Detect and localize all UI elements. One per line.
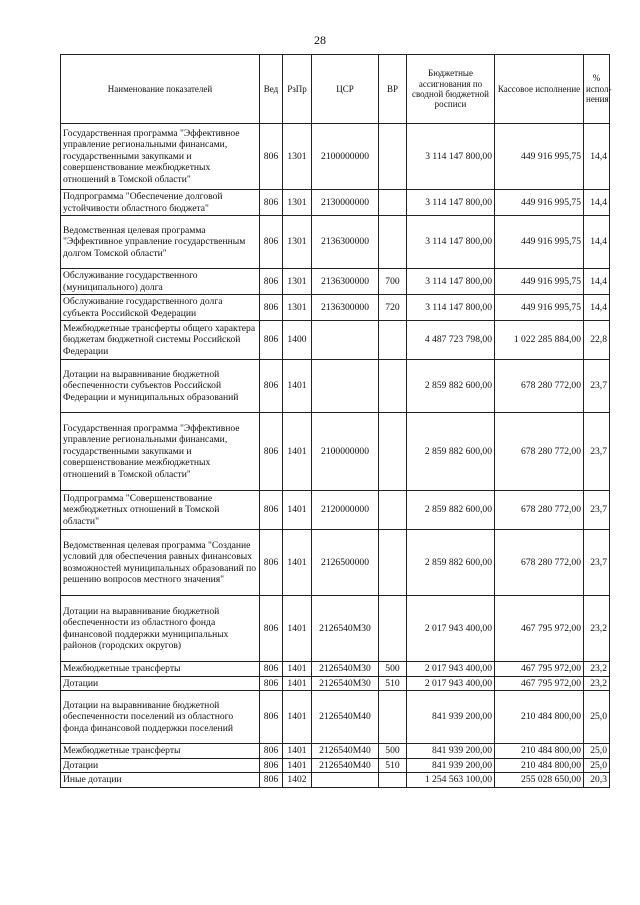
row-name-cell: Межбюджетные трансферты: [61, 662, 260, 677]
table-row: [61, 190, 610, 216]
row-ved-cell: 806: [260, 413, 283, 491]
table-row: [61, 530, 610, 596]
table-row: [61, 676, 610, 691]
row-vr-cell: 500: [379, 662, 407, 677]
header-vr: ВР: [379, 55, 407, 124]
row-csr-cell: 2126540М40: [312, 744, 379, 759]
row-percent-cell: 25,0: [584, 744, 610, 759]
table-row: [61, 744, 610, 759]
row-name-cell: Государственная программа "Эффективное управление региональными финансами, государственными закупками и совершенствование межбюджетных отношений в Томской области": [61, 413, 260, 491]
row-percent-cell: 14,4: [584, 269, 610, 295]
row-vr-cell: [379, 190, 407, 216]
header-assignments: Бюджетные ассигнования по сводной бюджетной росписи: [407, 55, 495, 124]
row-vr-cell: [379, 321, 407, 360]
table-row: [61, 758, 610, 773]
row-cash-cell: 210 484 800,00: [495, 744, 584, 759]
table-row: [61, 662, 610, 677]
row-cash-cell: 255 028 650,00: [495, 773, 584, 788]
row-name-cell: Дотации: [61, 676, 260, 691]
row-cash-cell: 467 795 972,00: [495, 676, 584, 691]
row-assignments-cell: 3 114 147 800,00: [407, 190, 495, 216]
row-name-cell: Дотации: [61, 758, 260, 773]
row-percent-cell: 25,0: [584, 691, 610, 744]
row-name-cell: Ведомственная целевая программа "Создание условий для обеспечения равных финансовых возможностей муниципальных образований по решению вопросов местного значения": [61, 530, 260, 596]
header-cash-execution: Кассовое исполнение: [495, 55, 584, 124]
row-vr-cell: 510: [379, 676, 407, 691]
row-cash-cell: 678 280 772,00: [495, 491, 584, 530]
row-percent-cell: 22,8: [584, 321, 610, 360]
header-csr: ЦСР: [312, 55, 379, 124]
row-ved-cell: 806: [260, 758, 283, 773]
row-vr-cell: [379, 773, 407, 788]
row-assignments-cell: 3 114 147 800,00: [407, 295, 495, 321]
row-assignments-cell: 1 254 563 100,00: [407, 773, 495, 788]
row-csr-cell: 2136300000: [312, 269, 379, 295]
row-cash-cell: 467 795 972,00: [495, 662, 584, 677]
row-rzpr-cell: 1301: [283, 216, 312, 269]
row-percent-cell: 14,4: [584, 190, 610, 216]
row-percent-cell: 14,4: [584, 295, 610, 321]
row-assignments-cell: 841 939 200,00: [407, 691, 495, 744]
table-row: [61, 124, 610, 190]
row-csr-cell: 2100000000: [312, 124, 379, 190]
row-percent-cell: 14,4: [584, 124, 610, 190]
row-percent-cell: 23,7: [584, 491, 610, 530]
row-rzpr-cell: 1401: [283, 676, 312, 691]
row-vr-cell: [379, 413, 407, 491]
row-csr-cell: 2100000000: [312, 413, 379, 491]
row-assignments-cell: 2 017 943 400,00: [407, 676, 495, 691]
page-number: 28: [314, 33, 326, 47]
row-rzpr-cell: 1401: [283, 530, 312, 596]
row-rzpr-cell: 1301: [283, 124, 312, 190]
row-rzpr-cell: 1401: [283, 491, 312, 530]
row-ved-cell: 806: [260, 530, 283, 596]
row-assignments-cell: 3 114 147 800,00: [407, 124, 495, 190]
row-csr-cell: 2126540М40: [312, 691, 379, 744]
row-ved-cell: 806: [260, 321, 283, 360]
row-assignments-cell: 2 859 882 600,00: [407, 413, 495, 491]
row-ved-cell: 806: [260, 744, 283, 759]
row-cash-cell: 449 916 995,75: [495, 124, 584, 190]
row-name-cell: Государственная программа "Эффективное управление региональными финансами, государственными закупками и совершенствование межбюджетных отношений в Томской области": [61, 124, 260, 190]
row-cash-cell: 1 022 285 884,00: [495, 321, 584, 360]
row-assignments-cell: 841 939 200,00: [407, 758, 495, 773]
table-row: [61, 773, 610, 788]
row-cash-cell: 449 916 995,75: [495, 269, 584, 295]
row-cash-cell: 210 484 800,00: [495, 758, 584, 773]
row-assignments-cell: 841 939 200,00: [407, 744, 495, 759]
row-name-cell: Межбюджетные трансферты: [61, 744, 260, 759]
row-rzpr-cell: 1401: [283, 360, 312, 413]
row-vr-cell: 720: [379, 295, 407, 321]
row-ved-cell: 806: [260, 216, 283, 269]
row-rzpr-cell: 1401: [283, 758, 312, 773]
row-percent-cell: 23,2: [584, 596, 610, 662]
row-cash-cell: 449 916 995,75: [495, 295, 584, 321]
row-ved-cell: 806: [260, 269, 283, 295]
row-csr-cell: 2136300000: [312, 295, 379, 321]
row-csr-cell: 2126540М30: [312, 662, 379, 677]
row-assignments-cell: 2 017 943 400,00: [407, 596, 495, 662]
row-rzpr-cell: 1301: [283, 269, 312, 295]
header-percent: % испол-нения: [584, 55, 610, 124]
row-csr-cell: 2130000000: [312, 190, 379, 216]
row-vr-cell: [379, 360, 407, 413]
row-vr-cell: 700: [379, 269, 407, 295]
row-ved-cell: 806: [260, 773, 283, 788]
row-cash-cell: 467 795 972,00: [495, 596, 584, 662]
row-rzpr-cell: 1301: [283, 190, 312, 216]
row-assignments-cell: 2 859 882 600,00: [407, 360, 495, 413]
row-csr-cell: 2126500000: [312, 530, 379, 596]
budget-execution-table: [60, 54, 610, 788]
row-vr-cell: [379, 216, 407, 269]
row-assignments-cell: 3 114 147 800,00: [407, 269, 495, 295]
row-percent-cell: 23,7: [584, 413, 610, 491]
header-rzpr: РзПр: [283, 55, 312, 124]
row-rzpr-cell: 1401: [283, 662, 312, 677]
row-ved-cell: 806: [260, 676, 283, 691]
row-csr-cell: 2126540М30: [312, 676, 379, 691]
row-csr-cell: 2136300000: [312, 216, 379, 269]
row-percent-cell: 23,2: [584, 662, 610, 677]
row-ved-cell: 806: [260, 491, 283, 530]
table-row: [61, 269, 610, 295]
row-percent-cell: 23,7: [584, 530, 610, 596]
row-ved-cell: 806: [260, 596, 283, 662]
row-cash-cell: 678 280 772,00: [495, 413, 584, 491]
table-row: [61, 491, 610, 530]
row-assignments-cell: 3 114 147 800,00: [407, 216, 495, 269]
row-name-cell: Подпрограмма "Совершенствование межбюджетных отношений в Томской области": [61, 491, 260, 530]
row-rzpr-cell: 1401: [283, 744, 312, 759]
row-cash-cell: 210 484 800,00: [495, 691, 584, 744]
row-vr-cell: [379, 491, 407, 530]
row-ved-cell: 806: [260, 295, 283, 321]
row-vr-cell: [379, 124, 407, 190]
row-ved-cell: 806: [260, 190, 283, 216]
row-name-cell: Обслуживание государственного (муниципального) долга: [61, 269, 260, 295]
row-name-cell: Межбюджетные трансферты общего характера бюджетам бюджетной системы Российской Федерации: [61, 321, 260, 360]
row-csr-cell: 2126540М40: [312, 758, 379, 773]
row-percent-cell: 20,3: [584, 773, 610, 788]
row-name-cell: Подпрограмма "Обеспечение долговой устойчивости областного бюджета": [61, 190, 260, 216]
row-rzpr-cell: 1400: [283, 321, 312, 360]
header-ved: Вед: [260, 55, 283, 124]
row-rzpr-cell: 1301: [283, 295, 312, 321]
row-ved-cell: 806: [260, 662, 283, 677]
table-header-row: [61, 55, 610, 124]
row-vr-cell: [379, 691, 407, 744]
table-row: [61, 360, 610, 413]
row-rzpr-cell: 1401: [283, 596, 312, 662]
row-name-cell: Ведомственная целевая программа "Эффективное управление государственным долгом Томской области": [61, 216, 260, 269]
row-csr-cell: [312, 360, 379, 413]
row-rzpr-cell: 1402: [283, 773, 312, 788]
table-row: [61, 413, 610, 491]
row-assignments-cell: 2 859 882 600,00: [407, 530, 495, 596]
row-percent-cell: 25,0: [584, 758, 610, 773]
row-assignments-cell: 2 017 943 400,00: [407, 662, 495, 677]
row-ved-cell: 806: [260, 360, 283, 413]
row-cash-cell: 449 916 995,75: [495, 216, 584, 269]
row-rzpr-cell: 1401: [283, 691, 312, 744]
row-cash-cell: 449 916 995,75: [495, 190, 584, 216]
table-row: [61, 691, 610, 744]
row-csr-cell: 2120000000: [312, 491, 379, 530]
row-percent-cell: 14,4: [584, 216, 610, 269]
row-ved-cell: 806: [260, 124, 283, 190]
row-cash-cell: 678 280 772,00: [495, 360, 584, 413]
row-vr-cell: [379, 596, 407, 662]
table-row: [61, 295, 610, 321]
row-percent-cell: 23,7: [584, 360, 610, 413]
row-vr-cell: [379, 530, 407, 596]
header-name: Наименование показателей: [61, 55, 260, 124]
row-ved-cell: 806: [260, 691, 283, 744]
row-assignments-cell: 2 859 882 600,00: [407, 491, 495, 530]
row-vr-cell: 500: [379, 744, 407, 759]
row-name-cell: Дотации на выравнивание бюджетной обеспеченности субъектов Российской Федерации и муниципальных образований: [61, 360, 260, 413]
row-vr-cell: 510: [379, 758, 407, 773]
row-csr-cell: [312, 773, 379, 788]
table-row: [61, 596, 610, 662]
row-rzpr-cell: 1401: [283, 413, 312, 491]
row-csr-cell: [312, 321, 379, 360]
row-csr-cell: 2126540М30: [312, 596, 379, 662]
row-cash-cell: 678 280 772,00: [495, 530, 584, 596]
row-percent-cell: 23,2: [584, 676, 610, 691]
table-row: [61, 321, 610, 360]
row-name-cell: Обслуживание государственного долга субъекта Российской Федерации: [61, 295, 260, 321]
row-assignments-cell: 4 487 723 798,00: [407, 321, 495, 360]
table-row: [61, 216, 610, 269]
row-name-cell: Дотации на выравнивание бюджетной обеспеченности из областного фонда финансовой поддержки муниципальных районов (городских округов): [61, 596, 260, 662]
row-name-cell: Иные дотации: [61, 773, 260, 788]
row-name-cell: Дотации на выравнивание бюджетной обеспеченности поселений из областного фонда финансовой поддержки поселений: [61, 691, 260, 744]
